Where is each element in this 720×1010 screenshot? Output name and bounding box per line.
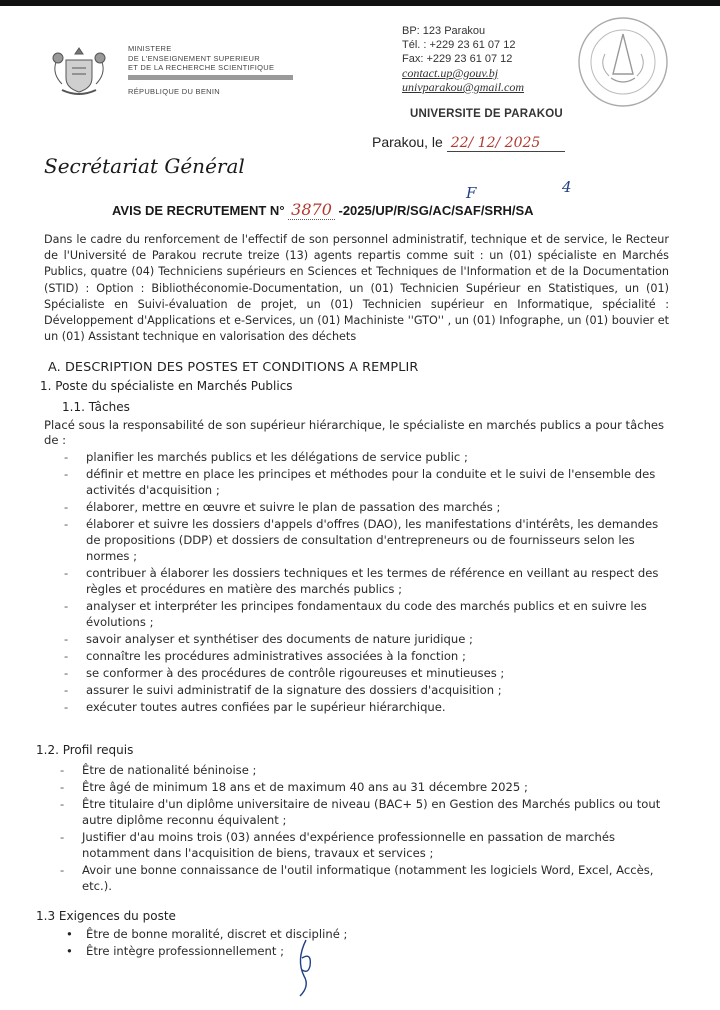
notice-suffix: -2025/UP/R/SG/AC/SAF/SRH/SA (338, 203, 534, 218)
list-item: - Avoir une bonne connaissance de l'outil informatique (notamment les logiciels Word, Excel, Accès, etc.). (60, 862, 666, 894)
intro-paragraph: Dans le cadre du renforcement de l'effectif de son personnel administratif, technique et de service, le Recteur de l'Université de Parakou recrute treize (13) agents repartis comme suit : un (01) spécialiste en Marchés Publics, quatre (04) Techniciens supérieurs en Sciences et Techniques de l'Information et de la Documentation (STID) : Option : Bibliothéconomie-Documentation, un (01) Technicien Supérieur en Statistiques, un (01) Spécialiste en Suivi-évaluation de projet, un (01) Technicien supérieur en Informatique, spécialité : Développement d'Applications et e-Services, un (01) Machiniste ''GTO'' , un (01) Infographe, un (01) bouvier et un (01) Assistant technique en valorisation des déchets (44, 233, 669, 344)
list-item: - élaborer, mettre en œuvre et suivre le plan de passation des marchés ; (64, 499, 667, 515)
list-item: - Être titulaire d'un diplôme universitaire de niveau (BAC+ 5) en Gestion des Marchés publics ou tout autre diplôme reconnu équivalent ; (60, 796, 666, 828)
poste-1-heading: 1. Poste du spécialiste en Marchés Publics (40, 379, 293, 393)
list-item: - Être âgé de minimum 18 ans et de maximum 40 ans au 31 décembre 2025 ; (60, 779, 666, 795)
republic-label: RÉPUBLIQUE DU BENIN (128, 87, 220, 96)
list-item: - définir et mettre en place les principes et méthodes pour la conduite et le suivi de l'ensemble des activités d'acquisition ; (64, 466, 667, 498)
email-link-1[interactable]: contact.up@gouv.bj (402, 66, 499, 80)
email-link-2[interactable]: univparakou@gmail.com (402, 80, 525, 94)
ministry-block (128, 44, 274, 73)
postal-box: BP: 123 Parakou (402, 25, 486, 37)
exigences-heading: 1.3 Exigences du poste (36, 909, 176, 923)
taches-heading: 1.1. Tâches (62, 400, 130, 414)
handwritten-initial-2: 4 (562, 178, 572, 196)
list-item: - contribuer à élaborer les dossiers techniques et les termes de référence en veillant au respect des règles et procédures en matière des marchés publics ; (64, 565, 667, 597)
list-item: - Être de nationalité béninoise ; (60, 762, 666, 778)
date-line (372, 134, 565, 152)
university-name: UNIVERSITE DE PARAKOU (410, 108, 563, 120)
section-a-heading: A. DESCRIPTION DES POSTES ET CONDITIONS A REMPLIR (48, 360, 419, 375)
list-item: - Justifier d'au moins trois (03) années d'expérience professionnelle en passation de marchés notamment dans l'acquisition de biens, travaux et services ; (60, 829, 666, 861)
taches-list (64, 449, 667, 716)
handwritten-paraph-icon (292, 938, 318, 998)
phone: Tél. : +229 23 61 07 12 (402, 39, 516, 51)
coat-of-arms-icon (48, 42, 110, 100)
header-divider (128, 75, 293, 80)
ministry-line-1: MINISTERE (128, 44, 172, 53)
fax: Fax: +229 23 61 07 12 (402, 53, 513, 65)
ministry-line-2: DE L'ENSEIGNEMENT SUPERIEUR (128, 53, 260, 63)
date-prefix: Parakou, le (372, 134, 443, 150)
ministry-line-3: ET DE LA RECHERCHE SCIENTIFIQUE (128, 63, 275, 72)
list-item: - savoir analyser et synthétiser des documents de nature juridique ; (64, 631, 667, 647)
secretariat-heading: Secrétariat Général (44, 154, 245, 178)
list-item: - connaître les procédures administratives associées à la fonction ; (64, 648, 667, 664)
notice-prefix: AVIS DE RECRUTEMENT N° (112, 203, 285, 218)
list-item: - assurer le suivi administratif de la signature des dossiers d'acquisition ; (64, 682, 667, 698)
list-item: • Être intègre professionnellement ; (62, 943, 462, 960)
list-item: - élaborer et suivre les dossiers d'appels d'offres (DAO), les manifestations d'intérêts, les demandes de propositions (DDP) et dossiers de consultation d'entrepreneurs ou de fournisseurs selon les normes ; (64, 516, 667, 564)
exigences-list (62, 926, 462, 960)
list-item: • Être de bonne moralité, discret et discipliné ; (62, 926, 462, 943)
handwritten-date: 22/ 12/ 2025 (447, 135, 565, 152)
contact-block (402, 24, 524, 94)
notice-number: 3870 (288, 200, 335, 220)
list-item: - se conformer à des procédures de contrôle rigoureuses et minutieuses ; (64, 665, 667, 681)
list-item: - exécuter toutes autres confiées par le supérieur hiérarchique. (64, 699, 667, 715)
top-edge-bar (0, 0, 720, 6)
profil-list (60, 762, 666, 895)
university-seal-icon (575, 14, 671, 110)
notice-title (112, 200, 534, 219)
handwritten-initial-1: F (466, 184, 477, 202)
list-item: - planifier les marchés publics et les délégations de service public ; (64, 449, 667, 465)
taches-lead: Placé sous la responsabilité de son supérieur hiérarchique, le spécialiste en marchés publics a pour tâches de : (44, 418, 665, 447)
list-item: - analyser et interpréter les principes fondamentaux du code des marchés publics et en suivre les évolutions ; (64, 598, 667, 630)
profil-heading: 1.2. Profil requis (36, 743, 134, 757)
